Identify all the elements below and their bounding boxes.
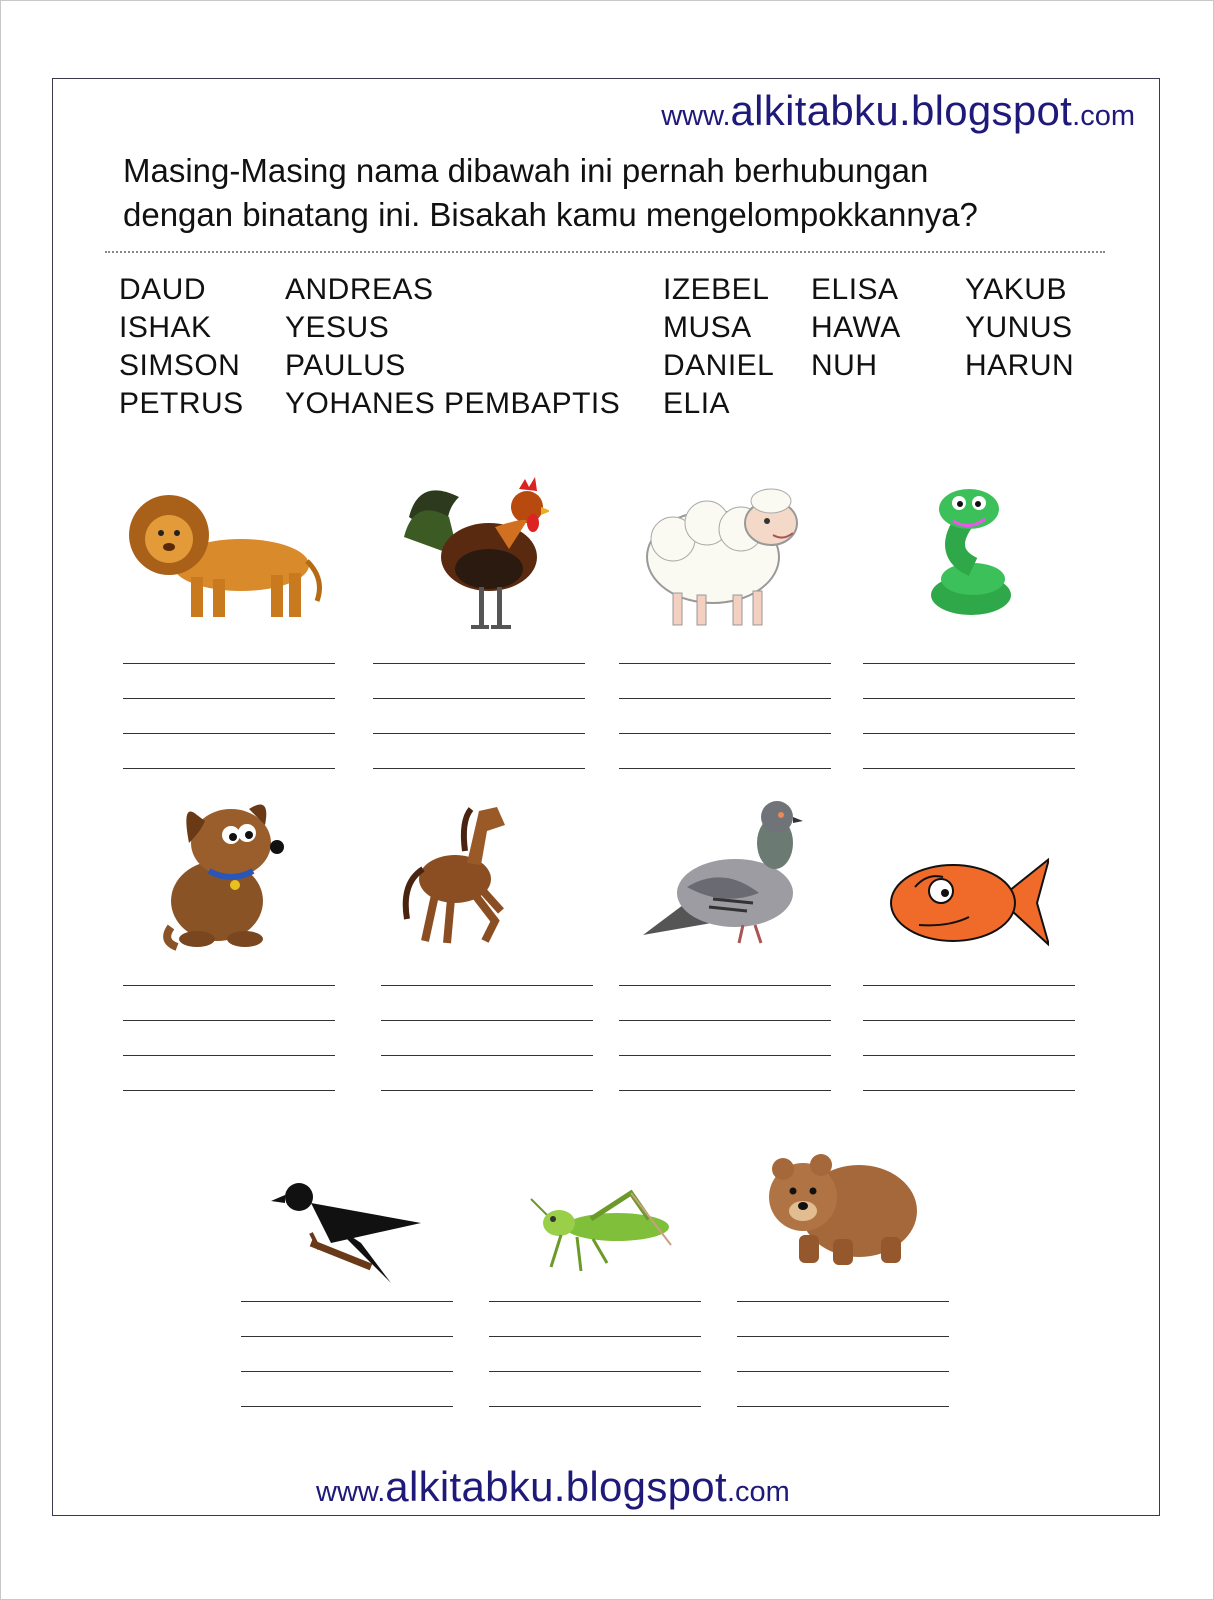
answer-line[interactable] <box>619 1020 831 1021</box>
answer-line[interactable] <box>123 733 335 734</box>
snake-icon <box>923 483 1023 623</box>
answer-line[interactable] <box>737 1336 949 1337</box>
answer-line[interactable] <box>123 698 335 699</box>
answer-line[interactable] <box>619 1090 831 1091</box>
name-item: ELISA <box>811 273 899 306</box>
answer-line[interactable] <box>241 1371 453 1372</box>
name-item: ISHAK <box>119 311 212 344</box>
answer-line[interactable] <box>737 1406 949 1407</box>
answer-line[interactable] <box>241 1406 453 1407</box>
answer-line[interactable] <box>863 1020 1075 1021</box>
answer-lines-snake[interactable] <box>863 663 1075 803</box>
name-item: YAKUB <box>965 273 1067 306</box>
answer-lines-lion[interactable] <box>123 663 335 803</box>
name-item: HAWA <box>811 311 901 344</box>
answer-line[interactable] <box>619 1055 831 1056</box>
answer-line[interactable] <box>863 768 1075 769</box>
grasshopper-icon <box>521 1189 673 1277</box>
answer-line[interactable] <box>619 985 831 986</box>
answer-line[interactable] <box>373 733 585 734</box>
name-item: PETRUS <box>119 387 244 420</box>
bear-icon <box>763 1149 919 1269</box>
instruction-line-2: dengan binatang ini. Bisakah kamu mengelompokkannya? <box>123 196 978 233</box>
raven-icon <box>271 1183 421 1293</box>
answer-line[interactable] <box>123 663 335 664</box>
pigeon-icon <box>643 795 803 947</box>
url-prefix: www. <box>661 100 731 132</box>
name-item: ELIA <box>663 387 731 420</box>
names-column-5 <box>965 271 1074 385</box>
names-column-1 <box>119 271 244 423</box>
name-item: NUH <box>811 349 878 382</box>
name-item: MUSA <box>663 311 752 344</box>
answer-line[interactable] <box>381 1020 593 1021</box>
answer-line[interactable] <box>381 985 593 986</box>
sheep-icon <box>643 483 807 633</box>
answer-line[interactable] <box>489 1301 701 1302</box>
name-item: DANIEL <box>663 349 775 382</box>
answer-line[interactable] <box>373 663 585 664</box>
answer-line[interactable] <box>489 1371 701 1372</box>
rooster-icon <box>399 477 549 637</box>
answer-lines-fish[interactable] <box>863 985 1075 1125</box>
name-item: PAULUS <box>285 349 406 382</box>
url-main: alkitabku.blogspot <box>730 87 1073 134</box>
instruction-text <box>123 149 1123 237</box>
answer-line[interactable] <box>123 1055 335 1056</box>
instruction-line-1: Masing-Masing nama dibawah ini pernah berhubungan <box>123 152 929 189</box>
dotted-divider <box>105 251 1105 253</box>
url-suffix: .com <box>726 1476 790 1508</box>
names-column-4 <box>811 271 901 385</box>
answer-line[interactable] <box>863 733 1075 734</box>
answer-lines-sheep[interactable] <box>619 663 831 803</box>
answer-lines-dog[interactable] <box>123 985 335 1125</box>
answer-line[interactable] <box>619 663 831 664</box>
answer-line[interactable] <box>619 768 831 769</box>
worksheet-page <box>52 78 1160 1516</box>
answer-line[interactable] <box>123 768 335 769</box>
name-item: YOHANES PEMBAPTIS <box>285 387 621 420</box>
answer-line[interactable] <box>241 1336 453 1337</box>
answer-line[interactable] <box>489 1336 701 1337</box>
name-item: SIMSON <box>119 349 241 382</box>
fish-icon <box>889 855 1049 949</box>
url-prefix: www. <box>316 1476 386 1508</box>
footer-url[interactable] <box>316 1463 790 1511</box>
dog-icon <box>161 791 291 951</box>
answer-line[interactable] <box>241 1301 453 1302</box>
answer-line[interactable] <box>381 1090 593 1091</box>
answer-line[interactable] <box>863 663 1075 664</box>
names-column-3 <box>663 271 774 423</box>
answer-lines-horse[interactable] <box>381 985 593 1125</box>
answer-lines-pigeon[interactable] <box>619 985 831 1125</box>
answer-line[interactable] <box>123 1090 335 1091</box>
answer-line[interactable] <box>737 1371 949 1372</box>
answer-line[interactable] <box>863 985 1075 986</box>
answer-lines-raven[interactable] <box>241 1301 453 1441</box>
url-main: alkitabku.blogspot <box>385 1463 727 1510</box>
url-suffix: .com <box>1072 100 1135 132</box>
names-column-2 <box>285 271 620 423</box>
answer-lines-grasshopper[interactable] <box>489 1301 701 1441</box>
answer-line[interactable] <box>489 1406 701 1407</box>
answer-line[interactable] <box>373 698 585 699</box>
answer-line[interactable] <box>123 985 335 986</box>
answer-lines-rooster[interactable] <box>373 663 585 803</box>
name-item: YESUS <box>285 311 390 344</box>
name-item: IZEBEL <box>663 273 770 306</box>
answer-line[interactable] <box>619 698 831 699</box>
answer-line[interactable] <box>619 733 831 734</box>
answer-line[interactable] <box>737 1301 949 1302</box>
name-item: HARUN <box>965 349 1075 382</box>
answer-line[interactable] <box>863 1090 1075 1091</box>
header-url[interactable] <box>661 87 1135 135</box>
name-item: DAUD <box>119 273 207 306</box>
answer-line[interactable] <box>123 1020 335 1021</box>
lion-icon <box>121 489 325 625</box>
name-item: YUNUS <box>965 311 1073 344</box>
horse-icon <box>401 791 507 951</box>
answer-line[interactable] <box>373 768 585 769</box>
name-item: ANDREAS <box>285 273 434 306</box>
answer-lines-bear[interactable] <box>737 1301 949 1441</box>
answer-line[interactable] <box>863 1055 1075 1056</box>
answer-line[interactable] <box>863 698 1075 699</box>
answer-line[interactable] <box>381 1055 593 1056</box>
